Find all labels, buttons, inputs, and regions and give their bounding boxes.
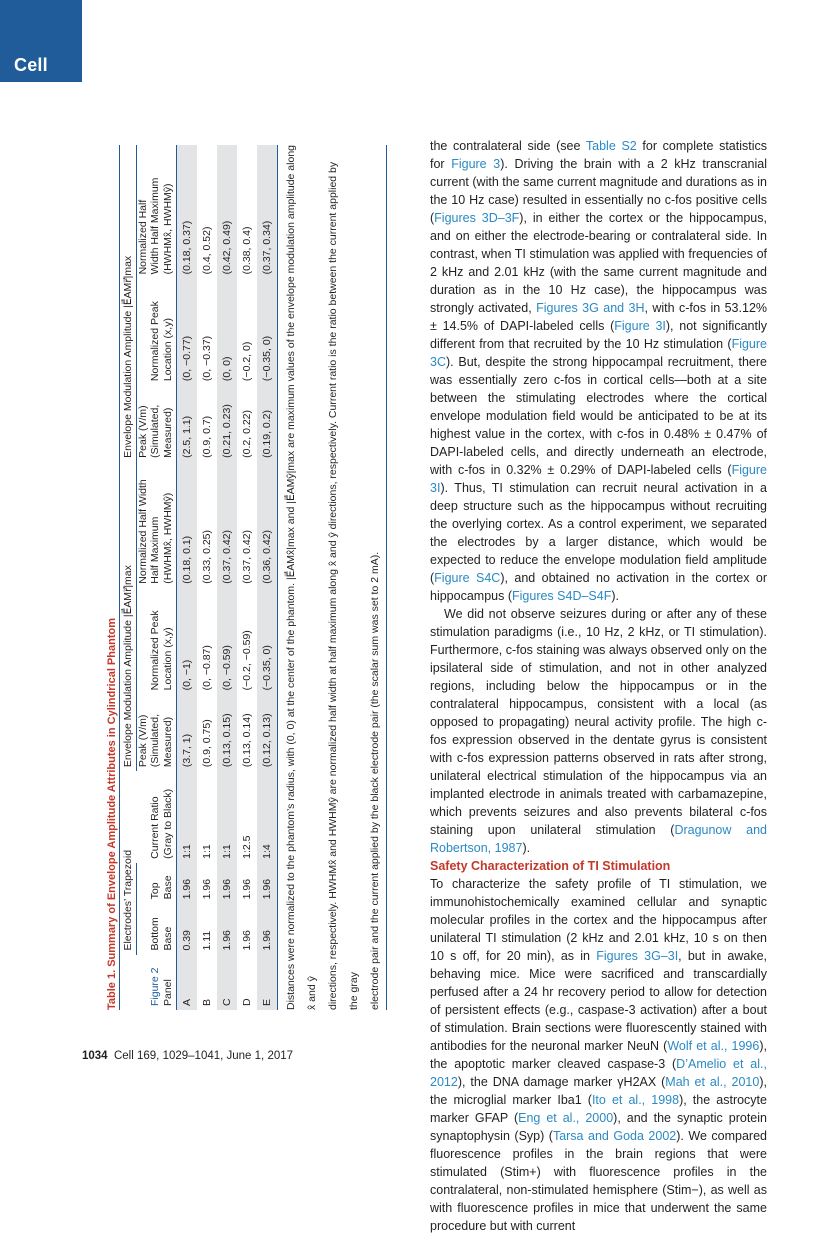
cell-hw-2: (0.37, 0.34) bbox=[260, 220, 273, 275]
table-row bbox=[217, 145, 237, 1010]
link-figures-s4d-s4f[interactable]: Figures S4D–S4F bbox=[512, 589, 612, 603]
header-loc-1: Normalized Peak bbox=[149, 610, 161, 691]
text-run: ), and the synaptic protein synaptophysin (Syp) ( bbox=[430, 1111, 767, 1143]
text-run: ), not significantly different from that recruited by the 10 Hz stimulation ( bbox=[430, 319, 767, 351]
header-ratio: Current Ratio bbox=[149, 796, 161, 859]
cell-peak-1: (0.13, 0.14) bbox=[240, 713, 253, 768]
link-figures-3d-3f[interactable]: Figures 3D–3F bbox=[434, 211, 520, 225]
page-footer bbox=[82, 1050, 293, 1062]
table-end-rule bbox=[386, 145, 387, 1010]
link-figure-3c[interactable]: Figure 3C bbox=[430, 337, 767, 369]
cell-peak-2: (0.21, 0.23) bbox=[220, 404, 233, 458]
link-dragunow-1987[interactable]: Dragunow and Robertson, 1987 bbox=[430, 823, 767, 855]
paragraph-3 bbox=[430, 875, 767, 1235]
link-wolf-1996[interactable]: Wolf et al., 1996 bbox=[667, 1039, 760, 1053]
header-peak-1-sub2: Measured) bbox=[161, 716, 174, 768]
link-figures-3g-3h[interactable]: Figures 3G and 3H bbox=[536, 301, 645, 315]
table-grid bbox=[120, 145, 277, 1010]
link-figure-s4c[interactable]: Figure S4C bbox=[434, 571, 501, 585]
cell-ratio: 1:1 bbox=[180, 844, 193, 859]
table-footnote-line-1: Distances were normalized to the phantom’s radius, with (0, 0) at the center of the phantom. |E⃗AMx̂|max and |E⃗AMŷ|max are maximum values of the envelope modulation amplitude along x̂ and ŷ bbox=[285, 145, 318, 1010]
cell-hw-1: (0.37, 0.42) bbox=[240, 530, 253, 584]
link-tarsa-2002[interactable]: Tarsa and Goda 2002 bbox=[552, 1129, 677, 1143]
text-run: , with c-fos in 53.12% ± 14.5% of DAPI-labeled cells ( bbox=[430, 301, 768, 333]
text-run: ), the DNA damage marker γH2AX ( bbox=[457, 1075, 666, 1089]
header-loc-2-sub: Location (x,y) bbox=[161, 318, 174, 382]
citation: Cell 169, 1029–1041, June 1, 2017 bbox=[113, 1050, 294, 1062]
cell-peak-2: (0.2, 0.22) bbox=[240, 409, 253, 458]
cell-ratio: 1:1 bbox=[220, 844, 233, 859]
paragraph-1 bbox=[430, 137, 767, 605]
cell-loc-1: (−0.35, 0) bbox=[260, 645, 273, 691]
header-hw-1-sub2: (HWHMx̂, HWHMŷ) bbox=[161, 492, 174, 584]
text-run: ), the astrocyte marker GFAP ( bbox=[430, 1093, 767, 1125]
cell-panel: B bbox=[200, 998, 213, 1006]
cell-peak-1: (3.7, 1) bbox=[180, 733, 193, 768]
group-electrodes: Electrodes’ Trapezoid bbox=[120, 863, 136, 955]
cell-ratio: 1:2.5 bbox=[240, 835, 253, 859]
text-run: , but in awake, behaving mice. Mice were sacrificed and transcardially perfused after a 24 hr recovery period to allow for detection of persistent effects (e.g., caspase-3 activation) after a bout of stimulation. Brain sections were fluorescently stained with antibodies for the neuronal marker NeuN ( bbox=[430, 949, 767, 1053]
text-run: ). We compared fluorescence profiles in the brain regions that were stimulated (Stim+) with fluorescence profiles in the contralateral, non-stimulated hemisphere (Stim−), as well as with fluorescence profiles in mice that underwent the same procedure but with current bbox=[430, 1129, 767, 1233]
header-peak-2: Peak (V/m) bbox=[136, 405, 149, 458]
journal-logo-block bbox=[0, 0, 82, 82]
cell-ratio: 1:1 bbox=[200, 844, 213, 859]
link-eng-2000[interactable]: Eng et al., 2000 bbox=[518, 1111, 614, 1125]
table-1 bbox=[105, 145, 381, 1010]
header-peak-1-sub: (Simulated, bbox=[149, 714, 161, 768]
link-damelio-2012[interactable]: D’Amelio et al., 2012 bbox=[430, 1057, 767, 1089]
cell-loc-1: (0, −0.59) bbox=[220, 645, 233, 691]
text-run: the contralateral side (see bbox=[430, 139, 586, 153]
table-row bbox=[257, 145, 277, 1010]
journal-logo: Cell bbox=[14, 55, 48, 75]
cell-hw-1: (0.18, 0.1) bbox=[180, 535, 193, 584]
cell-panel: A bbox=[180, 998, 193, 1006]
cell-loc-2: (0, 0) bbox=[220, 356, 233, 382]
header-bottom-base: Base bbox=[161, 926, 174, 951]
cell-panel: D bbox=[240, 998, 253, 1006]
cell-peak-2: (0.9, 0.7) bbox=[200, 415, 213, 458]
header-top-base: Base bbox=[161, 875, 174, 900]
header-peak-2-sub: (Simulated, bbox=[149, 404, 161, 458]
cell-peak-1: (0.13, 0.15) bbox=[220, 713, 233, 768]
cell-bottom: 1.96 bbox=[220, 930, 233, 951]
table-title: Table 1. Summary of Envelope Amplitude Attributes in Cylindrical Phantom bbox=[106, 618, 118, 1010]
table-bottom-rule bbox=[277, 145, 278, 1010]
cell-ratio: 1:4 bbox=[260, 844, 273, 859]
link-figures-3g-3i[interactable]: Figures 3G–3I bbox=[596, 949, 679, 963]
link-table-s2[interactable]: Table S2 bbox=[585, 139, 637, 153]
text-run: ), the microglial marker Iba1 ( bbox=[430, 1075, 767, 1107]
header-hw-2-sub2: (HWHMx̂, HWHMŷ) bbox=[161, 183, 174, 275]
group-envelope-1: Envelope Modulation Amplitude |E⃗AMr⃗|max bbox=[120, 462, 136, 771]
text-run: ), the apoptotic marker cleaved caspase-3 ( bbox=[430, 1039, 767, 1071]
cell-peak-1: (0.9, 0.75) bbox=[200, 719, 213, 768]
link-ito-1998[interactable]: Ito et al., 1998 bbox=[591, 1093, 680, 1107]
cell-top: 1.96 bbox=[180, 878, 193, 900]
cell-loc-1: (−0.2, −0.59) bbox=[240, 630, 253, 691]
cell-loc-2: (0, −0.77) bbox=[180, 335, 193, 382]
cell-hw-2: (0.42, 0.49) bbox=[220, 220, 233, 275]
text-run: To characterize the safety profile of TI stimulation, we immunohistochemically examined cellular and synaptic molecular profiles in the cortex and the hippocampus after unilateral TI stimulation (2 kHz and 2.01 kHz, 10 s on then 10 s off, for 20 min), as in bbox=[430, 877, 767, 963]
cell-hw-2: (0.18, 0.37) bbox=[180, 220, 193, 275]
cell-peak-2: (2.5, 1.1) bbox=[180, 415, 193, 458]
text-run: ), and obtained no activation in the cortex or hippocampus ( bbox=[430, 571, 767, 603]
cell-top: 1.96 bbox=[240, 878, 253, 900]
header-peak-1: Peak (V/m) bbox=[136, 714, 149, 768]
header-ratio-sub: (Gray to Black) bbox=[161, 788, 174, 859]
header-loc-2: Normalized Peak bbox=[149, 301, 161, 382]
table-row bbox=[177, 145, 197, 1010]
header-bottom: Bottom bbox=[149, 917, 161, 951]
cell-peak-1: (0.12, 0.13) bbox=[260, 713, 273, 768]
table-row bbox=[237, 145, 257, 1010]
cell-bottom: 1.96 bbox=[240, 930, 253, 951]
header-hw-2-sub: Width Half Maximum bbox=[149, 177, 161, 275]
text-run: ). But, despite the strong hippocampal recruitment, there was essentially zero c-fos in cortical cells—both at a site between the stimulating electrodes where the cortical envelope modulation field would be anticipated to be at its highest value in the cortex, with c-fos in 0.48% ± 0.47% of DAPI-labeled cells, and directly underneath an electrode, with c-fos in 0.32% ± 0.29% of DAPI-labeled cells ( bbox=[430, 355, 767, 477]
cell-hw-2: (0.4, 0.52) bbox=[200, 226, 213, 275]
group-envelope-2: Envelope Modulation Amplitude |E⃗AMr⃗|max bbox=[120, 145, 136, 462]
cell-loc-2: (−0.2, 0) bbox=[240, 341, 253, 382]
header-peak-2-sub2: Measured) bbox=[161, 407, 174, 458]
text-run: ). Driving the brain with a 2 kHz transcranial current (with the same current magnitude and durations as in the 10 Hz case) resulted in essentially no c-fos positive cells ( bbox=[430, 157, 768, 225]
text-run: ). Thus, TI stimulation can recruit neural activation in a deep structure such as the hippocampus without recruiting the overlying cortex. As a control experiment, we separated the electrodes by a larger distance, which would be expected to reduce the envelope modulation field amplitude ( bbox=[430, 481, 767, 585]
cell-hw-1: (0.36, 0.42) bbox=[260, 530, 273, 584]
cell-top: 1.96 bbox=[260, 878, 273, 900]
cell-top: 1.96 bbox=[200, 878, 213, 900]
cell-panel: E bbox=[260, 998, 273, 1006]
link-figure-3i-b[interactable]: Figure 3I bbox=[430, 463, 767, 495]
cell-hw-1: (0.33, 0.25) bbox=[200, 530, 213, 584]
cell-top: 1.96 bbox=[220, 878, 233, 900]
cell-loc-2: (−0.35, 0) bbox=[260, 335, 273, 382]
cell-panel: C bbox=[220, 998, 233, 1006]
page-number: 1034 bbox=[82, 1050, 108, 1062]
cell-bottom: 0.39 bbox=[180, 930, 193, 951]
header-figure-link[interactable]: Figure 2 bbox=[149, 967, 161, 1006]
cell-hw-2: (0.38, 0.4) bbox=[240, 226, 253, 275]
table-row bbox=[197, 145, 217, 1010]
body-text-column bbox=[430, 137, 767, 1235]
cell-hw-1: (0.37, 0.42) bbox=[220, 530, 233, 584]
link-figure-3[interactable]: Figure 3 bbox=[451, 157, 501, 171]
header-hw-1: Normalized Half Width bbox=[136, 479, 149, 584]
header-hw-1-sub: Half Maximum bbox=[149, 516, 161, 584]
text-run: We did not observe seizures during or after any of these stimulation paradigms (i.e., 10 Hz, 2 kHz, or TI stimulation). Furthermore, c-fos staining was always observed only on the ipsilateral side of stimulation, and not in other analyzed regions, including below the hippocampus or in the contralateral hippocampus, consistent with a local (as opposed to propagating) neural activity profile. The high c-fos expression observed in the dentate gyrus is consistent with c-fos expression patterns observed in rats after strong, unilateral electrical stimulation of the hippocampus via an implanted electrode in animals treated with carbamazepine, which prevents seizures and also prevents bilateral c-fos staining upon unilateral stimulation ( bbox=[430, 607, 767, 837]
header-loc-1-sub: Location (x,y) bbox=[161, 627, 174, 691]
header-top: Top bbox=[149, 882, 161, 900]
text-run: for complete statistics for bbox=[430, 139, 768, 171]
cell-loc-2: (0, −0.37) bbox=[200, 335, 213, 382]
cell-bottom: 1.11 bbox=[200, 930, 213, 951]
cell-peak-2: (0.19, 0.2) bbox=[260, 409, 273, 458]
text-run: ). bbox=[611, 589, 619, 603]
section-heading: Safety Characterization of TI Stimulation bbox=[430, 859, 671, 873]
cell-bottom: 1.96 bbox=[260, 930, 273, 951]
text-run: ). bbox=[522, 841, 531, 855]
link-mah-2010[interactable]: Mah et al., 2010 bbox=[665, 1075, 760, 1089]
cell-loc-1: (0, −1) bbox=[180, 659, 193, 691]
table-footnote bbox=[281, 145, 386, 1010]
header-hw-2: Normalized Half bbox=[136, 199, 149, 275]
table-footnote-line-3: electrode pair and the current applied by the black electrode pair (the scalar sum was set to 2 mA). bbox=[369, 551, 381, 1010]
link-figure-3i[interactable]: Figure 3I bbox=[614, 319, 666, 333]
header-panel: Panel bbox=[161, 979, 174, 1006]
cell-loc-1: (0, −0.87) bbox=[200, 645, 213, 691]
table-footnote-line-2: directions, respectively. HWHMx̂ and HWHMŷ are normalized half width at half maximum along x̂ and ŷ directions, respectively. Current ratio is the ratio between the current applied by the gray bbox=[327, 161, 360, 1010]
paragraph-2 bbox=[430, 605, 767, 857]
text-run: ), in either the cortex or the hippocampus, and on either the electrode-bearing or contralateral side. In contrast, when TI stimulation was applied with frequencies of 2 kHz and 2.01 kHz (with the same current magnitude and duration as in the 10 Hz case), the hippocampus was strongly activated, bbox=[430, 211, 767, 315]
